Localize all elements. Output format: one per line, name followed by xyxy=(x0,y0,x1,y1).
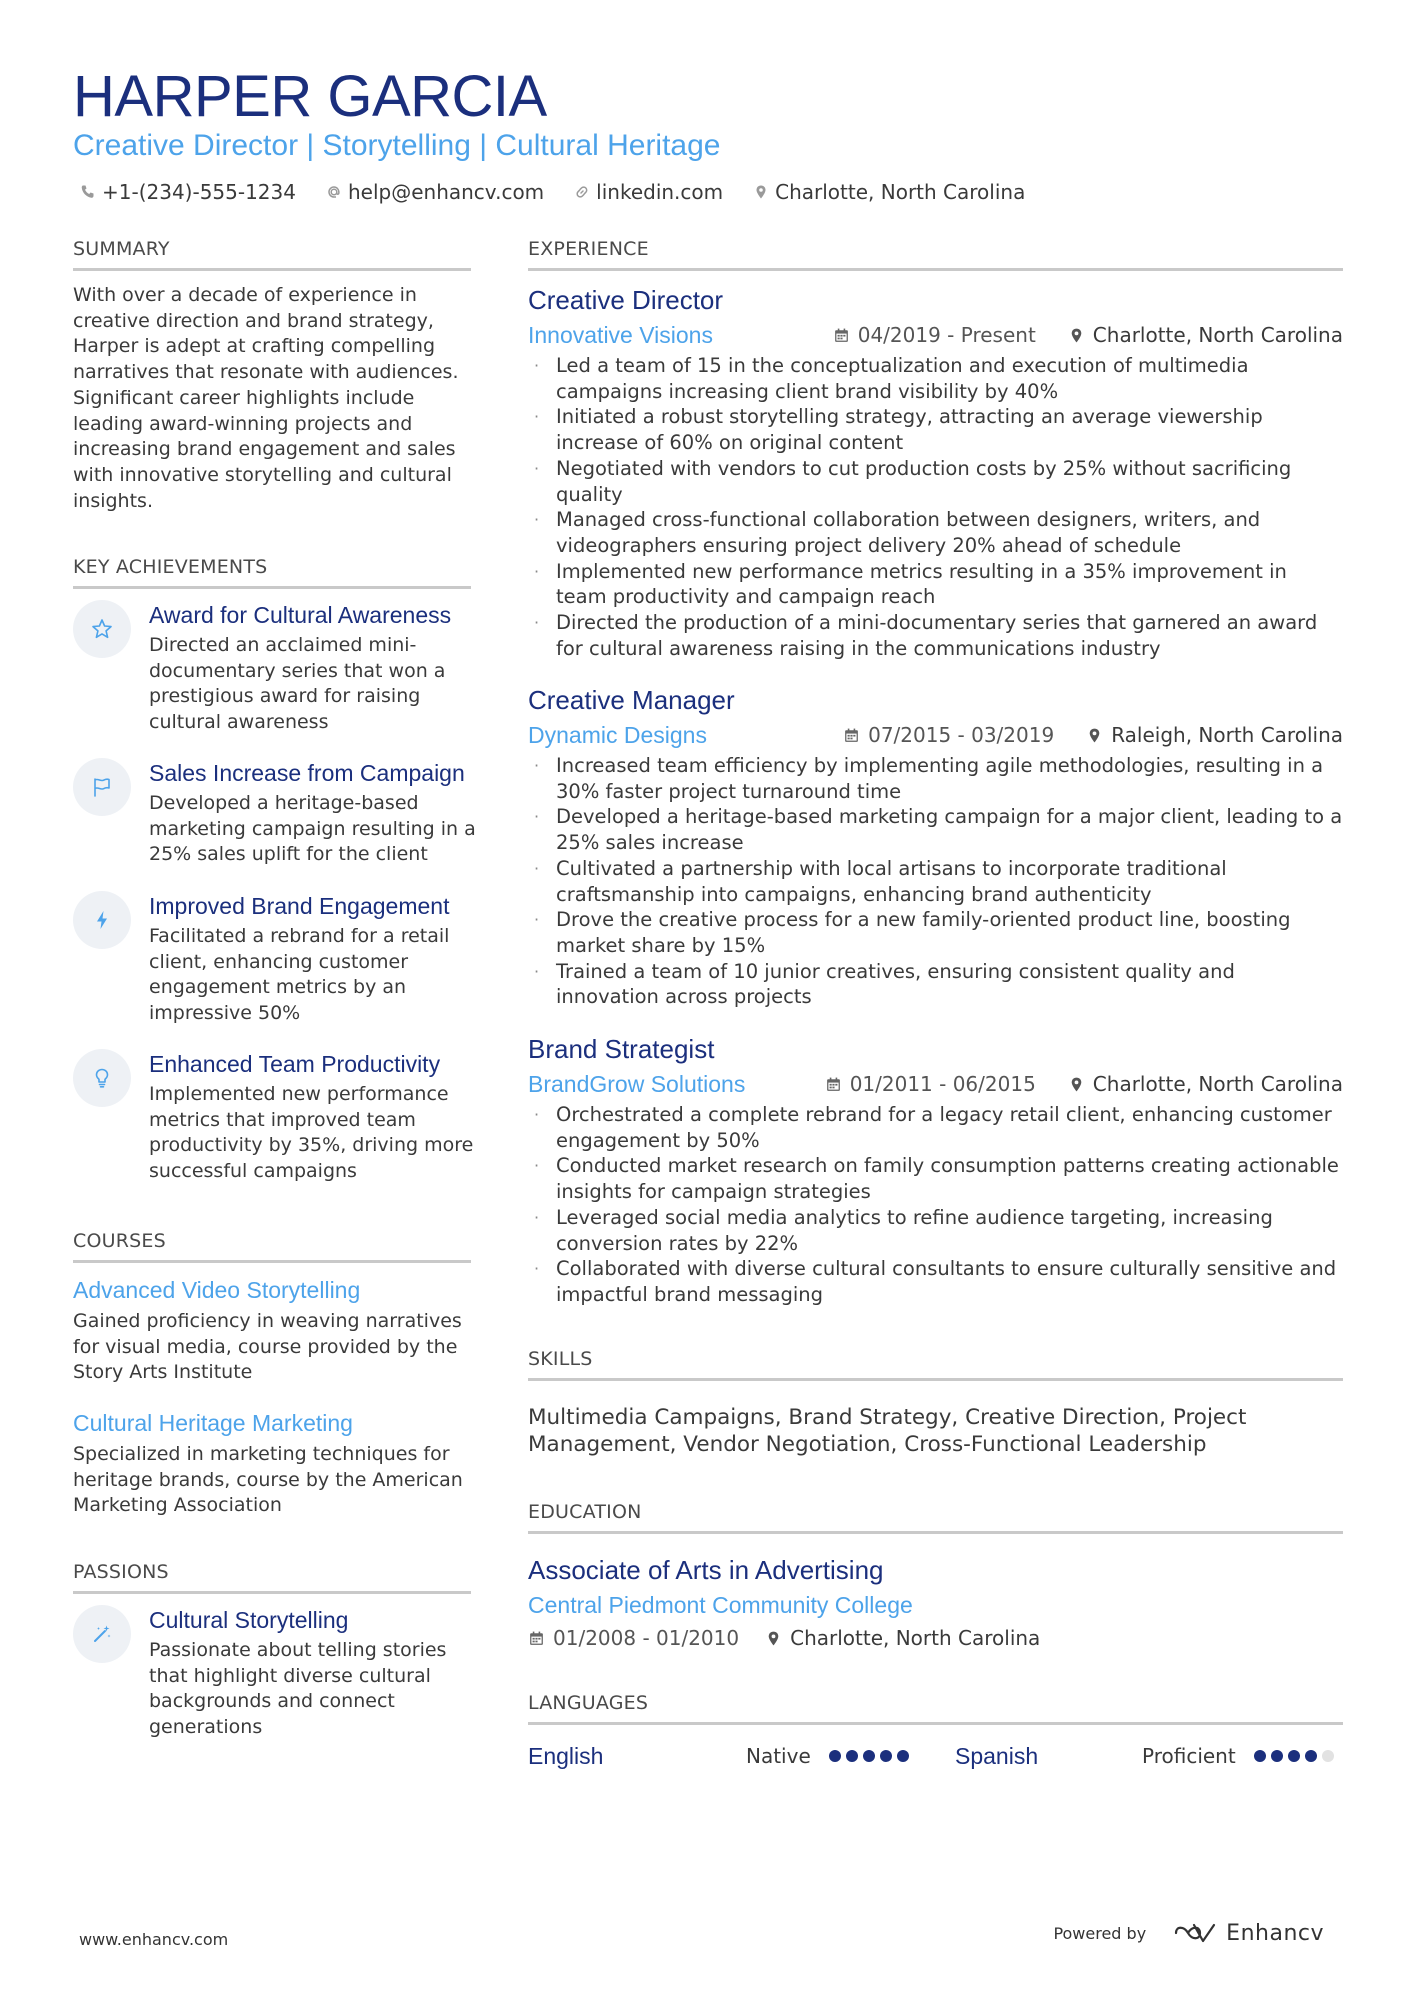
rating-dot-filled xyxy=(1288,1750,1300,1762)
experience-entry xyxy=(528,1032,1343,1308)
education-location xyxy=(765,1623,1040,1653)
contact-location-text: Charlotte, North Carolina xyxy=(775,180,1026,204)
contact-bar xyxy=(80,176,1055,208)
job-bullet: · Orchestrated a complete rebrand for a legacy retail client, enhancing customer engagement by 50% xyxy=(534,1103,1332,1152)
star-icon xyxy=(90,617,114,641)
passion-description: Passionate about telling stories that highlight diverse cultural backgrounds and connect generations xyxy=(149,1639,447,1739)
job-role: Brand Strategist xyxy=(528,1034,715,1064)
job-location-text: Charlotte, North Carolina xyxy=(1092,1072,1343,1096)
rating-dot-filled xyxy=(1305,1750,1317,1762)
skills-text: Multimedia Campaigns, Brand Strategy, Creative Direction, Project Management, Vendor Negotiation, Cross-Functional Leadership xyxy=(528,1405,1247,1457)
location-pin-icon xyxy=(1086,727,1103,744)
job-bullet: · Increased team efficiency by implementing agile methodologies, resulting in a 30% faster project turnaround time xyxy=(534,754,1324,803)
language-level: Native xyxy=(746,1744,811,1768)
job-company: BrandGrow Solutions xyxy=(528,1071,746,1097)
passion-title: Cultural Storytelling xyxy=(149,1607,349,1633)
contact-email-text: help@enhancv.com xyxy=(347,180,545,204)
education-entry xyxy=(528,1553,1343,1653)
job-dates xyxy=(833,319,1036,351)
job-role: Creative Director xyxy=(528,285,724,315)
rating-dot-filled xyxy=(1271,1750,1283,1762)
education-meta xyxy=(528,1623,1343,1653)
achievement-description: Implemented new performance metrics that improved team productivity by 35%, driving more successful campaigns xyxy=(149,1083,474,1183)
achievement-description: Directed an acclaimed mini-documentary series that won a prestigious award for raising cultural awareness xyxy=(149,634,446,734)
language-item xyxy=(528,1740,918,1772)
job-location xyxy=(1068,319,1343,351)
calendar-icon xyxy=(528,1630,545,1647)
course-item xyxy=(73,1408,473,1519)
language-rating-dots xyxy=(829,1750,914,1762)
at-icon xyxy=(326,184,342,200)
course-description: Gained proficiency in weaving narratives for visual media, course provided by the Story Arts Institute xyxy=(73,1310,462,1384)
job-role: Creative Manager xyxy=(528,685,735,715)
job-bullet: · Collaborated with diverse cultural consultants to ensure culturally sensitive and impactful brand messaging xyxy=(534,1257,1337,1306)
passions-section-title: PASSIONS xyxy=(73,1559,471,1594)
powered-by-label: Powered by xyxy=(1053,1923,1147,1943)
language-level: Proficient xyxy=(1142,1744,1236,1768)
job-dates-text: 01/2011 - 06/2015 xyxy=(849,1072,1036,1096)
location-pin-icon xyxy=(765,1630,782,1647)
rating-dot-filled xyxy=(897,1750,909,1762)
job-company: Innovative Visions xyxy=(528,322,713,348)
job-bullets xyxy=(528,753,1343,1010)
achievement-icon-badge xyxy=(73,891,131,949)
rating-dot-filled xyxy=(829,1750,841,1762)
rating-dot-empty xyxy=(1322,1750,1334,1762)
job-meta xyxy=(528,319,1343,353)
calendar-icon xyxy=(843,727,860,744)
courses-section-title: COURSES xyxy=(73,1228,471,1263)
education-dates xyxy=(528,1623,739,1653)
rating-dot-filled xyxy=(863,1750,875,1762)
job-bullet: · Drove the creative process for a new family-oriented product line, boosting market share by 15% xyxy=(534,908,1291,957)
contact-linkedin-text: linkedin.com xyxy=(596,180,724,204)
education-school: Central Piedmont Community College xyxy=(528,1592,913,1618)
job-dates-location xyxy=(825,1068,1343,1100)
job-dates-location xyxy=(843,719,1343,751)
contact-location xyxy=(753,180,1025,204)
achievement-icon-badge xyxy=(73,600,131,658)
language-item xyxy=(955,1740,1345,1772)
link-icon xyxy=(574,184,590,200)
experience-entry xyxy=(528,283,1343,661)
lightbulb-icon xyxy=(90,1066,114,1090)
phone-icon xyxy=(80,184,96,200)
job-dates xyxy=(825,1068,1036,1100)
passion-icon-badge xyxy=(73,1605,131,1663)
education-location-text: Charlotte, North Carolina xyxy=(790,1626,1041,1650)
job-bullet: · Directed the production of a mini-documentary series that garnered an award for cultural awareness raising in the communications industry xyxy=(534,611,1318,660)
achievement-icon-badge xyxy=(73,1049,131,1107)
course-title: Cultural Heritage Marketing xyxy=(73,1410,353,1436)
education-section-title: EDUCATION xyxy=(528,1499,1343,1534)
achievement-icon-badge xyxy=(73,758,131,816)
job-bullet: · Led a team of 15 in the conceptualization and execution of multimedia campaigns increasing client brand visibility by 40% xyxy=(534,354,1249,403)
contact-phone xyxy=(80,180,296,204)
job-bullet: · Conducted market research on family consumption patterns creating actionable insights for campaign strategies xyxy=(534,1154,1339,1204)
job-bullet: · Initiated a robust storytelling strategy, attracting an average viewership increase of 60% on original content xyxy=(534,405,1263,455)
experience-section-title: EXPERIENCE xyxy=(528,236,1343,271)
contact-email[interactable] xyxy=(326,180,544,204)
job-bullet: · Leveraged social media analytics to refine audience targeting, increasing conversion rates by 22% xyxy=(534,1205,1273,1255)
language-name: English xyxy=(528,1742,604,1769)
candidate-headline: Creative Director | Storytelling | Cultural Heritage xyxy=(73,129,721,162)
contact-phone-text: +1-(234)-555-1234 xyxy=(102,180,296,204)
achievement-description: Developed a heritage-based marketing campaign resulting in a 25% sales uplift for the client xyxy=(149,792,476,866)
rating-dot-filled xyxy=(846,1750,858,1762)
achievement-title: Award for Cultural Awareness xyxy=(149,602,452,628)
job-bullet: · Negotiated with vendors to cut production costs by 25% without sacrificing quality xyxy=(534,456,1292,506)
language-rating-dots xyxy=(1254,1750,1339,1762)
rating-dot-filled xyxy=(880,1750,892,1762)
job-dates-location xyxy=(833,319,1343,351)
job-dates xyxy=(843,719,1054,751)
job-meta xyxy=(528,1068,1343,1102)
location-pin-icon xyxy=(1068,1076,1085,1093)
job-location xyxy=(1068,1068,1343,1100)
experience-entry xyxy=(528,683,1343,1010)
languages-section-title: LANGUAGES xyxy=(528,1690,1343,1725)
location-pin-icon xyxy=(1068,327,1085,344)
location-pin-icon xyxy=(753,184,769,200)
magic-wand-icon xyxy=(90,1622,114,1646)
job-bullet: · Cultivated a partnership with local artisans to incorporate traditional craftsmanship into campaigns, enhancing brand authenticity xyxy=(534,856,1227,906)
summary-text: With over a decade of experience in creative direction and brand strategy, Harper is adept at crafting compelling narratives that resonate with audiences. Significant career highlights include leading award-winning projects and increasing brand engagement and sales with innovative storytelling and cultural insights. xyxy=(73,284,459,512)
job-bullet: · Trained a team of 10 junior creatives, ensuring consistent quality and innovation across projects xyxy=(534,959,1235,1009)
achievement-title: Improved Brand Engagement xyxy=(149,893,450,919)
calendar-icon xyxy=(825,1076,842,1093)
rating-dot-filled xyxy=(1254,1750,1266,1762)
achievement-title: Sales Increase from Campaign xyxy=(149,760,465,786)
flag-icon xyxy=(90,775,114,799)
job-company: Dynamic Designs xyxy=(528,722,707,748)
education-degree: Associate of Arts in Advertising xyxy=(528,1555,884,1585)
summary-section-title: SUMMARY xyxy=(73,236,471,271)
calendar-icon xyxy=(833,327,850,344)
job-dates-text: 07/2015 - 03/2019 xyxy=(868,723,1055,747)
job-meta xyxy=(528,719,1343,753)
job-bullets xyxy=(528,1102,1343,1308)
footer-website[interactable]: www.enhancv.com xyxy=(79,1930,229,1949)
job-bullet: · Developed a heritage-based marketing campaign for a major client, leading to a 25% sales increase xyxy=(534,805,1343,855)
course-item xyxy=(73,1275,473,1386)
job-bullet: · Managed cross-functional collaboration between designers, writers, and videographers ensuring project delivery 20% ahead of schedule xyxy=(534,508,1261,557)
job-bullets xyxy=(528,353,1343,661)
achievements-section-title: KEY ACHIEVEMENTS xyxy=(73,554,471,589)
job-location-text: Raleigh, North Carolina xyxy=(1111,723,1343,747)
education-dates-text: 01/2008 - 01/2010 xyxy=(553,1626,740,1650)
achievement-title: Enhanced Team Productivity xyxy=(149,1051,441,1077)
job-bullet: · Implemented new performance metrics resulting in a 35% improvement in team productivity and campaign reach xyxy=(534,559,1287,609)
contact-linkedin[interactable] xyxy=(574,180,723,204)
job-location xyxy=(1086,719,1343,751)
achievement-description: Facilitated a rebrand for a retail client, enhancing customer engagement metrics by an impressive 50% xyxy=(149,925,450,1025)
bolt-icon xyxy=(90,908,114,932)
enhancv-brand-name: Enhancv xyxy=(1226,1920,1324,1946)
enhancv-logo-icon xyxy=(1172,1920,1218,1946)
course-description: Specialized in marketing techniques for heritage brands, course by the American Marketing Association xyxy=(73,1443,463,1517)
job-dates-text: 04/2019 - Present xyxy=(857,323,1036,347)
candidate-name: HARPER GARCIA xyxy=(73,64,547,129)
course-title: Advanced Video Storytelling xyxy=(73,1277,361,1303)
footer-branding xyxy=(1053,1920,1324,1946)
skills-section-title: SKILLS xyxy=(528,1346,1343,1381)
job-location-text: Charlotte, North Carolina xyxy=(1092,323,1343,347)
language-name: Spanish xyxy=(955,1742,1039,1769)
